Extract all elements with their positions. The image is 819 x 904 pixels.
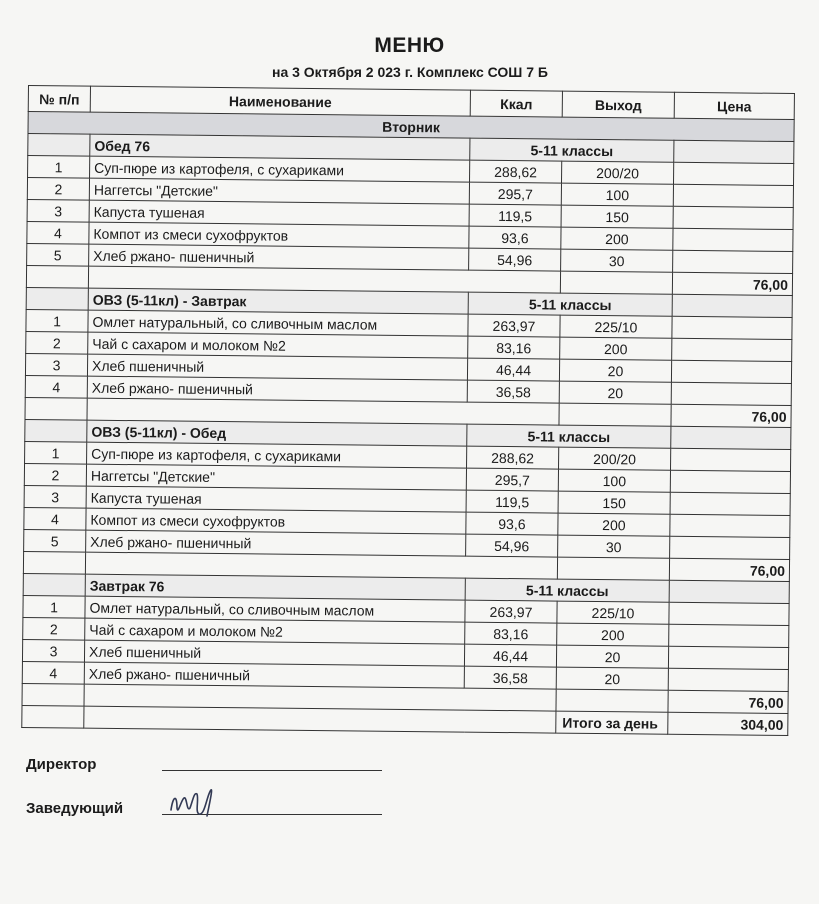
item-num: 1 [25,441,87,464]
item-num: 2 [24,463,86,486]
item-kcal: 288,62 [470,160,562,183]
menu-table-wrap [21,85,794,736]
item-kcal: 46,44 [467,358,559,381]
item-price [670,470,790,493]
item-price [671,448,791,471]
item-name: Наггетсы "Детские" [89,178,469,204]
item-yield: 100 [558,469,670,492]
item-num: 2 [23,617,85,640]
item-yield: 200/20 [562,161,674,184]
item-num: 1 [26,309,88,332]
item-name: Чай с сахаром и молоком №2 [85,618,465,644]
item-num: 4 [24,507,86,530]
day-total-value: 304,00 [668,712,788,735]
col-header-num: № п/п [28,86,90,113]
section-price: 76,00 [668,690,788,713]
item-kcal: 46,44 [464,644,556,667]
item-kcal: 36,58 [467,380,559,403]
item-price [673,184,793,207]
section-price-cell [671,426,791,449]
item-yield: 200 [558,513,670,536]
day-label: Вторник [28,112,794,142]
item-price [671,360,791,383]
col-header-price: Цена [674,92,794,119]
total-yield-cell [557,557,669,580]
item-name: Хлеб ржано- пшеничный [86,530,466,556]
item-kcal: 119,5 [466,490,558,513]
item-name: Капуста тушеная [86,486,466,512]
item-kcal: 295,7 [469,182,561,205]
item-yield: 20 [556,645,668,668]
section-price-cell [672,294,792,317]
item-num: 2 [26,331,88,354]
item-num: 3 [24,485,86,508]
item-kcal: 93,6 [466,512,558,535]
item-price [673,228,793,251]
item-yield: 100 [561,183,673,206]
item-price [668,668,788,691]
item-num: 3 [22,639,84,662]
item-kcal: 54,96 [466,534,558,557]
item-price [669,624,789,647]
total-num-cell [26,265,88,288]
item-num: 1 [28,156,90,179]
item-kcal: 83,16 [465,622,557,645]
item-kcal: 288,62 [467,446,559,469]
item-num: 5 [24,529,86,552]
total-yield-cell [559,403,671,426]
item-yield: 20 [559,359,671,382]
section-num-cell [26,287,88,310]
col-header-name: Наименование [90,86,470,116]
item-yield: 200 [560,337,672,360]
item-kcal: 295,7 [466,468,558,491]
section-price-cell [674,140,794,163]
item-name: Хлеб ржано- пшеничный [87,376,467,402]
item-yield: 200/20 [559,447,671,470]
item-kcal: 263,97 [465,600,557,623]
section-classes: 5-11 классы [465,578,669,602]
day-total-label: Итого за день [556,711,668,734]
col-header-kcal: Ккал [470,90,562,117]
item-yield: 225/10 [560,315,672,338]
item-kcal: 83,16 [468,336,560,359]
director-signature-line [162,770,382,771]
item-yield: 150 [561,205,673,228]
item-name: Хлеб ржано- пшеничный [84,662,464,688]
item-yield: 200 [561,227,673,250]
item-num: 3 [25,353,87,376]
item-name: Хлеб пшеничный [87,354,467,380]
section-price: 76,00 [669,558,789,581]
total-yield-cell [560,271,672,294]
total-yield-cell [556,689,668,712]
item-kcal: 36,58 [464,666,556,689]
item-kcal: 263,97 [468,314,560,337]
total-num-cell [25,397,87,420]
item-price [670,536,790,559]
item-yield: 30 [558,535,670,558]
total-num-cell [22,683,84,706]
item-name: Компот из смеси сухофруктов [89,222,469,248]
item-num: 4 [25,375,87,398]
item-num: 4 [27,221,89,244]
director-label: Директор [26,756,97,773]
item-num: 4 [22,661,84,684]
section-name: Завтрак 76 [85,574,465,600]
item-kcal: 54,96 [469,248,561,271]
page-subtitle: на 3 Октября 2 023 г. Комплекс СОШ 7 Б [271,64,548,80]
item-name: Суп-пюре из картофеля, с сухариками [90,156,470,182]
item-price [672,338,792,361]
section-classes: 5-11 классы [470,138,674,162]
item-name: Капуста тушеная [89,200,469,226]
item-price [672,316,792,339]
item-price [670,492,790,515]
menu-table [21,85,795,736]
handwritten-signature [165,786,225,822]
item-num: 1 [23,595,85,618]
item-price [670,514,790,537]
item-name: Суп-пюре из картофеля, с сухариками [87,442,467,468]
item-yield: 30 [561,249,673,272]
section-name: ОВЗ (5-11кл) - Обед [87,420,467,446]
item-yield: 20 [559,381,671,404]
item-name: Хлеб ржано- пшеничный [89,244,469,270]
item-name: Омлет натуральный, со сливочным маслом [85,596,465,622]
item-yield: 150 [558,491,670,514]
day-total-empty-cell [84,706,556,733]
table-body [22,112,794,736]
item-price [671,382,791,405]
item-price [668,646,788,669]
total-num-cell [23,551,85,574]
manager-label: Заведующий [26,800,124,817]
item-yield: 20 [556,667,668,690]
item-kcal: 93,6 [469,226,561,249]
item-name: Омлет натуральный, со сливочным маслом [88,310,468,336]
item-num: 2 [27,178,89,201]
page-title: МЕНЮ [374,34,445,57]
col-header-yield: Выход [562,91,674,118]
item-kcal: 119,5 [469,204,561,227]
section-price: 76,00 [672,272,792,295]
section-name: Обед 76 [90,134,470,160]
section-num-cell [28,134,90,157]
section-name: ОВЗ (5-11кл) - Завтрак [88,288,468,314]
item-num: 5 [27,243,89,266]
section-price-cell [669,580,789,603]
item-price [673,250,793,273]
item-name: Наггетсы "Детские" [86,464,466,490]
section-classes: 5-11 классы [468,292,672,316]
section-num-cell [25,419,87,442]
section-num-cell [23,573,85,596]
item-price [669,602,789,625]
item-num: 3 [27,199,89,222]
day-total-num-cell [22,705,84,728]
item-price [673,206,793,229]
item-name: Чай с сахаром и молоком №2 [88,332,468,358]
section-classes: 5-11 классы [467,424,671,448]
section-price: 76,00 [671,404,791,427]
item-yield: 200 [557,623,669,646]
item-name: Хлеб пшеничный [84,640,464,666]
item-yield: 225/10 [557,601,669,624]
item-name: Компот из смеси сухофруктов [86,508,466,534]
item-price [673,162,793,185]
